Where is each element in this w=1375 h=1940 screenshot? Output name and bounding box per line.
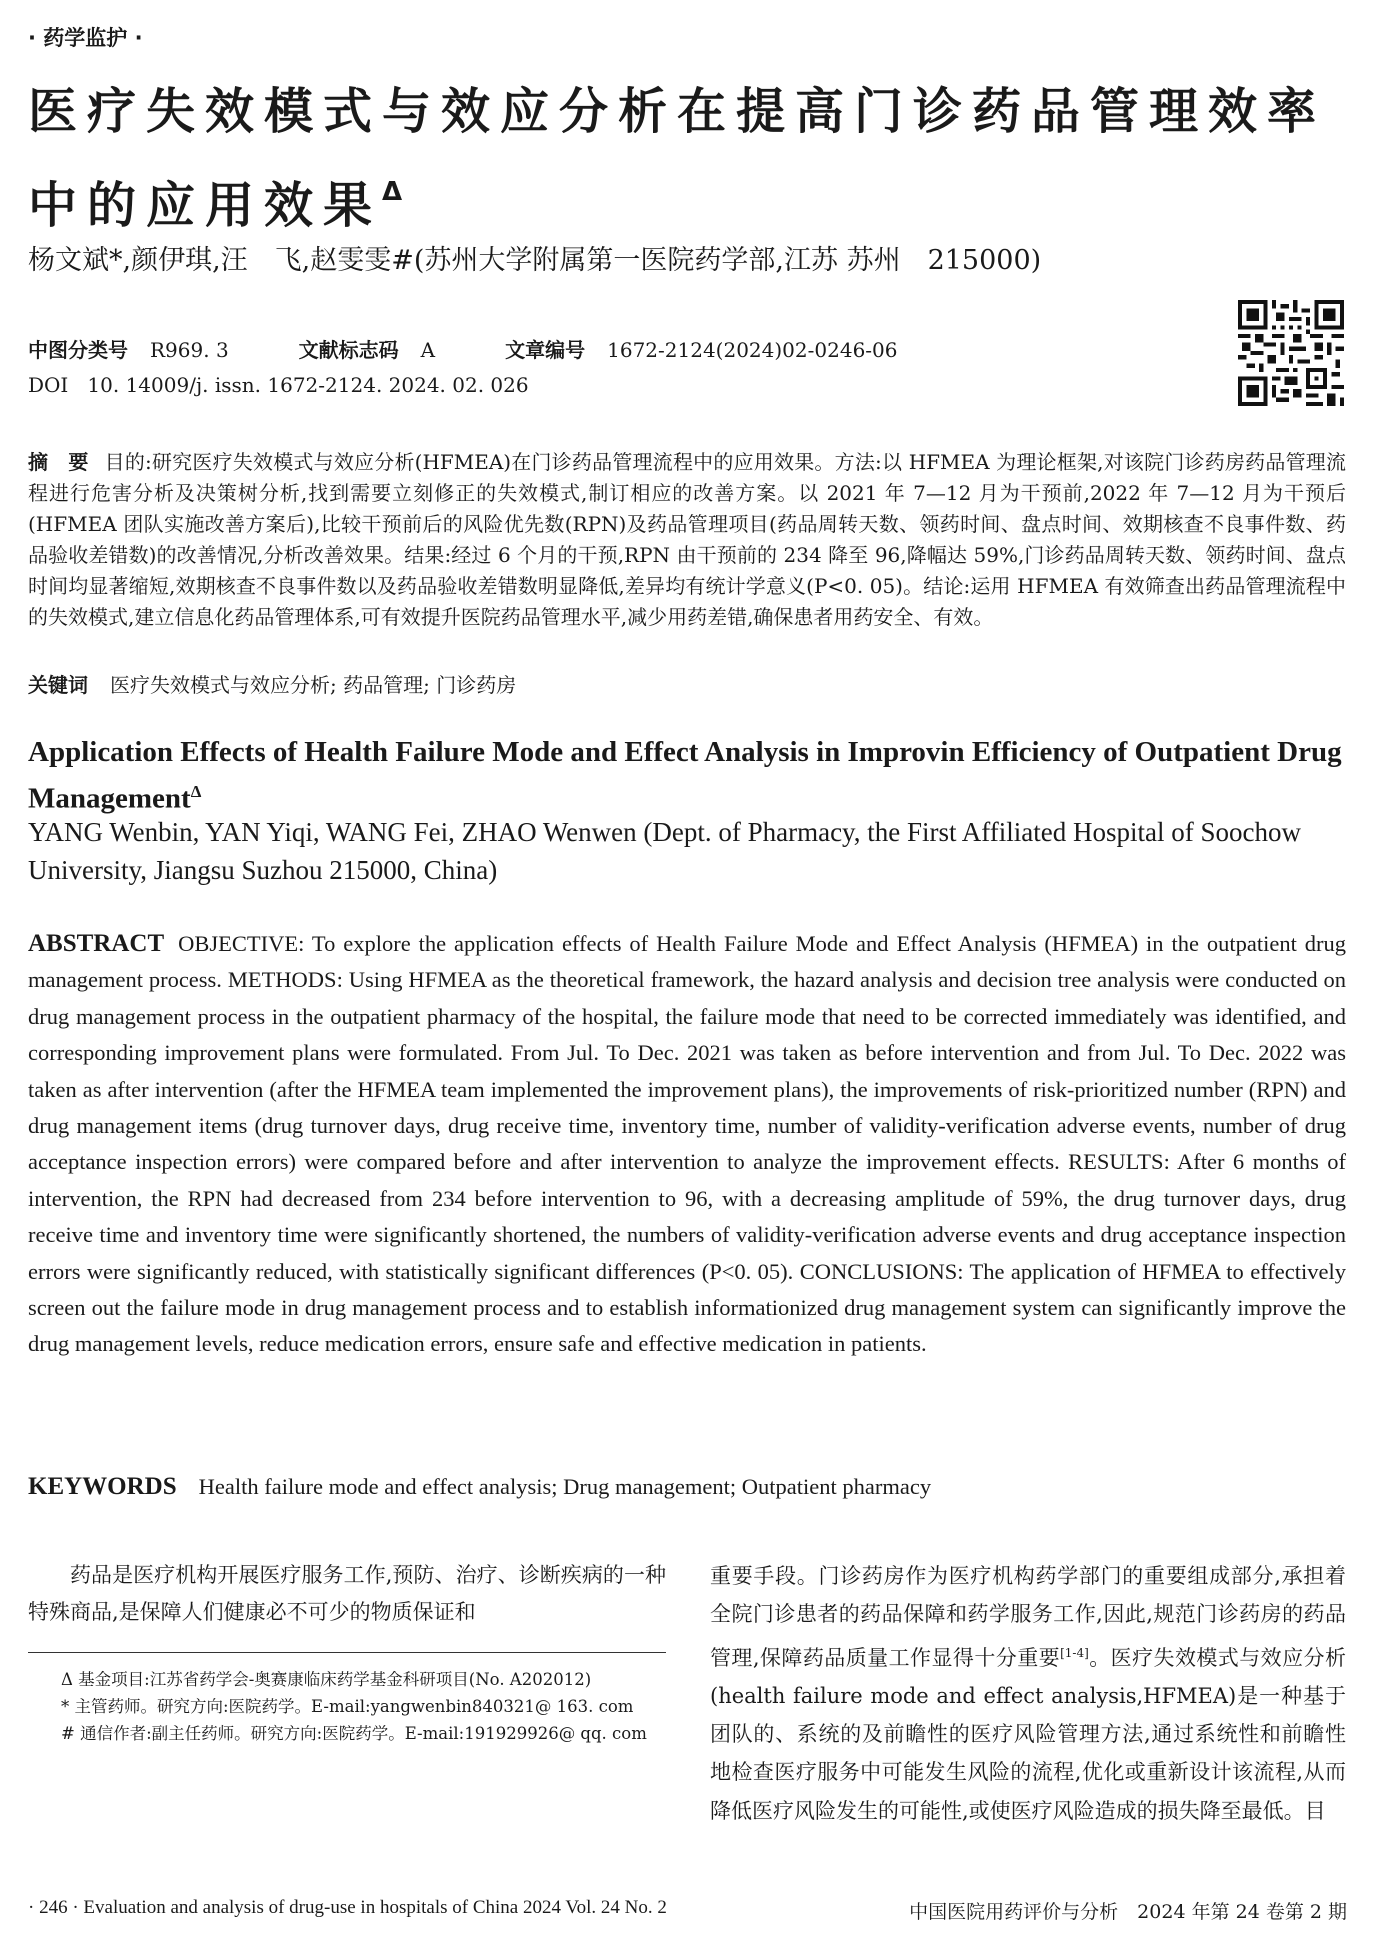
abstract-cn	[28, 447, 1346, 633]
reference-citation[interactable]: [1-4]	[1060, 1645, 1089, 1660]
article-number-value: 1672-2124(2024)02-0246-06	[607, 338, 898, 362]
funding-mark-en: Δ	[190, 782, 202, 801]
body-paragraph-right	[710, 1557, 1346, 1830]
funding-mark: Δ	[382, 177, 403, 207]
clc-label: 中图分类号	[28, 338, 128, 362]
footnote-divider	[28, 1652, 666, 1653]
column-tag: · 药学监护 ·	[28, 26, 143, 50]
keywords-en-text: Health failure mode and effect analysis; Drug management; Outpatient pharmacy	[198, 1474, 932, 1499]
keywords-cn	[28, 669, 516, 698]
abstract-en	[28, 926, 1346, 1363]
footnotes	[28, 1666, 666, 1747]
keywords-en	[28, 1473, 931, 1501]
footnote-first-author: * 主管药师。研究方向:医院药学。E-mail:yangwenbin840321@ 163. com	[61, 1697, 634, 1716]
keywords-en-label: KEYWORDS	[28, 1473, 177, 1500]
keywords-cn-text: 医疗失效模式与效应分析; 药品管理; 门诊药房	[110, 673, 517, 697]
doi-value[interactable]: 10. 14009/j. issn. 1672-2124. 2024. 02. 026	[87, 373, 529, 397]
doi-label: DOI	[28, 373, 69, 397]
abstract-en-label: ABSTRACT	[28, 930, 165, 957]
body-right-text-a: 重要手段。门诊药房作为医疗机构药学部门的重要组成部分,承担着全院门诊患者的药品保障和药学服务工作,因此,规范门诊药房的药品管理,保障药品质量工作显得十分重要	[710, 1564, 1346, 1670]
doi-row	[28, 373, 529, 397]
abstract-cn-text: 目的:研究医疗失效模式与效应分析(HFMEA)在门诊药品管理流程中的应用效果。方法:以 HFMEA 为理论框架,对该院门诊药房药品管理流程进行危害分析及决策树分析,找到需要立刻修正的失效模式,制订相应的改善方案。以 2021 年 7—12 月为干预前,2022 年 7—12 月为干预后(HFMEA 团队实施改善方案后),比较干预前后的风险优先数(RPN)及药品管理项目(药品周转天数、领药时间、盘点时间、效期核查不良事件数、药品验收差错数)的改善情况,分析改善效果。结果:经过 6 个月的干预,RPN 由干预前的 234 降至 96,降幅达 59%,门诊药品周转天数、领药时间、盘点时间均显著缩短,效期核查不良事件数以及药品验收差错数明显降低,差异均有统计学意义(P<0. 05)。结论:运用 HFMEA 有效筛查出药品管理流程中的失效模式,建立信息化药品管理体系,可有效提升医院药品管理水平,减少用药差错,确保患者用药安全、有效。	[28, 450, 1346, 629]
classification-row	[28, 334, 898, 363]
qr-code-icon[interactable]	[1238, 300, 1344, 406]
authors-en: YANG Wenbin, YAN Yiqi, WANG Fei, ZHAO Wenwen (Dept. of Pharmacy, the First Affiliated Hospital of Soochow University, Jiangsu Suzhou 215000, China)	[28, 817, 1302, 885]
footer-journal-cn: 中国医院用药评价与分析 2024 年第 24 卷第 2 期	[909, 1901, 1347, 1923]
doc-code-value: A	[420, 338, 436, 362]
article-title-cn	[28, 72, 1348, 246]
clc-value: R969. 3	[150, 338, 229, 362]
title-cn-text: 医疗失效模式与效应分析在提高门诊药品管理效率中的应用效果	[28, 83, 1327, 234]
keywords-cn-label: 关键词	[28, 673, 88, 697]
article-number-label: 文章编号	[505, 338, 586, 362]
footnote-funding: Δ 基金项目:江苏省药学会-奥赛康临床药学基金科研项目(No. A202012)	[61, 1670, 592, 1689]
body-paragraph-left: 药品是医疗机构开展医疗服务工作,预防、治疗、诊断疾病的一种特殊商品,是保障人们健康必不可少的物质保证和	[28, 1563, 666, 1624]
body-right-text-b: 。医疗失效模式与效应分析(health failure mode and effect analysis,HFMEA)是一种基于团队的、系统的及前瞻性的医疗风险管理方法,通过系统性和前瞻性地检查医疗服务中可能发生风险的流程,优化或重新设计该流程,从而降低医疗风险发生的可能性,或使医疗风险造成的损失降至最低。目	[710, 1645, 1346, 1823]
authors-cn: 杨文斌*,颜伊琪,汪 飞,赵雯雯#(苏州大学附属第一医院药学部,江苏 苏州 215000)	[28, 245, 1042, 276]
footnote-corresponding-author: # 通信作者:副主任药师。研究方向:医院药学。E-mail:191929926@ qq. com	[61, 1724, 647, 1743]
article-title-en	[28, 732, 1346, 819]
title-en-text: Application Effects of Health Failure Mode and Effect Analysis in Improvin Efficiency of Outpatient Drug Management	[28, 736, 1342, 815]
abstract-cn-label: 摘 要	[28, 450, 89, 474]
footer-journal-en: · 246 · Evaluation and analysis of drug-use in hospitals of China 2024 Vol. 24 No. 2	[28, 1897, 667, 1918]
abstract-en-text: OBJECTIVE: To explore the application effects of Health Failure Mode and Effect Analysis (HFMEA) in the outpatient drug management process. METHODS: Using HFMEA as the theoretical framework, the hazard analysis and decision tree analysis were conducted on drug management process in the outpatient pharmacy of the hospital, the failure mode that need to be corrected immediately was identified, and corresponding improvement plans were formulated. From Jul. To Dec. 2021 was taken as before intervention and from Jul. To Dec. 2022 was taken as after intervention (after the HFMEA team implemented the improvement plans), the improvements of risk-prioritized number (RPN) and drug management items (drug turnover days, drug receive time, inventory time, number of validity-verification adverse events, number of drug acceptance inspection errors) were compared before and after intervention to analyze the improvement effects. RESULTS: After 6 months of intervention, the RPN had decreased from 234 before intervention to 96, with a decreasing amplitude of 59%, the drug turnover days, drug receive time and inventory time were significantly shortened, the numbers of validity-verification adverse events and drug acceptance inspection errors were significantly reduced, with statistically significant differences (P<0. 05). CONCLUSIONS: The application of HFMEA to effectively screen out the failure mode in drug management process and to establish informationized drug management system can significantly improve the drug management levels, reduce medication errors, ensure safe and effective medication in patients.	[28, 931, 1346, 1357]
doc-code-label: 文献标志码	[298, 338, 399, 362]
